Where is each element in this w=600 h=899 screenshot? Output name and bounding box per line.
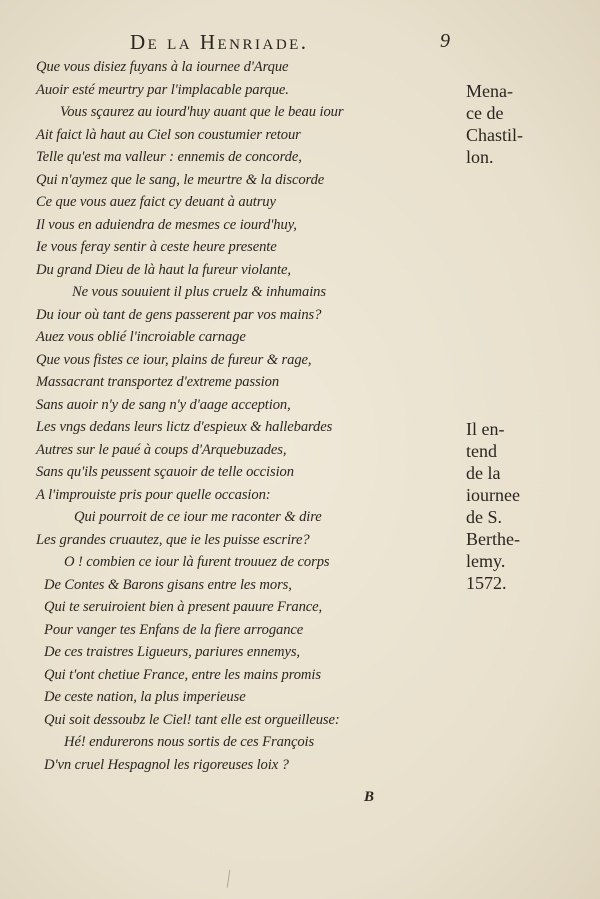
ink-mark [227,870,234,889]
verse-line: Ait faict là haut au Ciel son coustumier retour [36,126,301,143]
verse-line: Hé! endurerons nous sortis de ces François [64,734,315,750]
verse-line: Les grandes cruautez, que ie les puisse escrire? [36,531,310,548]
marginal-note-line: ce de [466,103,504,123]
verse-line: Les vngs dedans leurs lictz d'espieux & hallebardes [36,419,333,435]
marginal-note-line: de S. [466,507,502,527]
verse-line: Qui soit dessoubz le Ciel! tant elle est orgueilleuse: [44,711,340,728]
marginal-note-line: Mena- [466,81,513,101]
verse-line: Massacrant transportez d'extreme passion [36,374,280,390]
verse-line: Du grand Dieu de là haut la fureur violante, [36,261,291,278]
verse-line: Autres sur le paué à coups d'Arquebuzades, [36,441,287,458]
marginal-note-saint-barthelemy [466,418,576,594]
verse-line: Telle qu'est ma valleur : ennemis de concorde, [36,149,302,165]
signature-mark: B [364,789,375,805]
verse-line: A l'improuiste pris pour quelle occasion: [36,486,271,503]
verse-line: Qui n'aymez que le sang, le meurtre & la discorde [36,171,325,188]
verse-line: Pour vanger tes Enfans de la fiere arrogance [44,621,304,638]
marginal-note-line: de la [466,463,501,483]
marginal-note-line: tend [466,441,497,461]
verse-line: Sans auoir n'y de sang n'y d'aage acception, [36,396,291,413]
verse-line: De ces traistres Ligueurs, pariures ennemys, [44,644,300,660]
verse-line: Ne vous souuient il plus cruelz & inhumains [72,284,326,300]
verse-line: Auoir esté meurtry par l'implacable parque. [36,81,289,98]
marginal-note-line: Il en- [466,419,505,439]
verse-line: Qui pourroit de ce iour me raconter & dire [74,509,322,525]
verse-line: Vous sçaurez au iourd'huy auant que le beau iour [60,104,344,120]
verse-line: Ce que vous auez faict cy deuant à autruy [36,194,276,210]
verse-line: Que vous fistes ce iour, plains de fureur & rage, [36,351,312,368]
verse-line: O ! combien ce iour là furent trouuez de corps [64,554,330,570]
verse-line: Qui te seruiroient bien à present pauure France, [44,599,323,615]
verse-line: De Contes & Barons gisans entre les mors, [44,576,292,593]
marginal-note-chastillon [466,80,576,168]
marginal-note-line: iournee [466,485,520,505]
verse-line: Il vous en aduiendra de mesmes ce iourd'huy, [36,216,297,233]
verse-line: Que vous disiez fuyans à la iournee d'Arque [36,59,289,75]
marginal-note-line: Chastil- [466,125,523,145]
verse-line: Qui t'ont chetiue France, entre les mains promis [44,666,321,683]
marginal-note-line: lemy. [466,551,506,571]
verse-line: De ceste nation, la plus imperieuse [44,689,246,705]
verse-line: Ie vous feray sentir à ceste heure presente [36,239,277,255]
verse-line: Du iour où tant de gens passerent par vos mains? [36,306,322,323]
marginal-note-line: lon. [466,147,494,167]
verse-line: D'vn cruel Hespagnol les rigoreuses loix ? [44,756,289,773]
running-title: De la Henriade. [130,30,309,54]
verse-line: Auez vous oblié l'incroiable carnage [36,329,246,345]
verse-line: Sans qu'ils peussent sçauoir de telle occision [36,464,294,480]
page-number: 9 [440,30,450,52]
marginal-note-line: 1572. [466,573,507,593]
marginal-note-line: Berthe- [466,529,520,549]
